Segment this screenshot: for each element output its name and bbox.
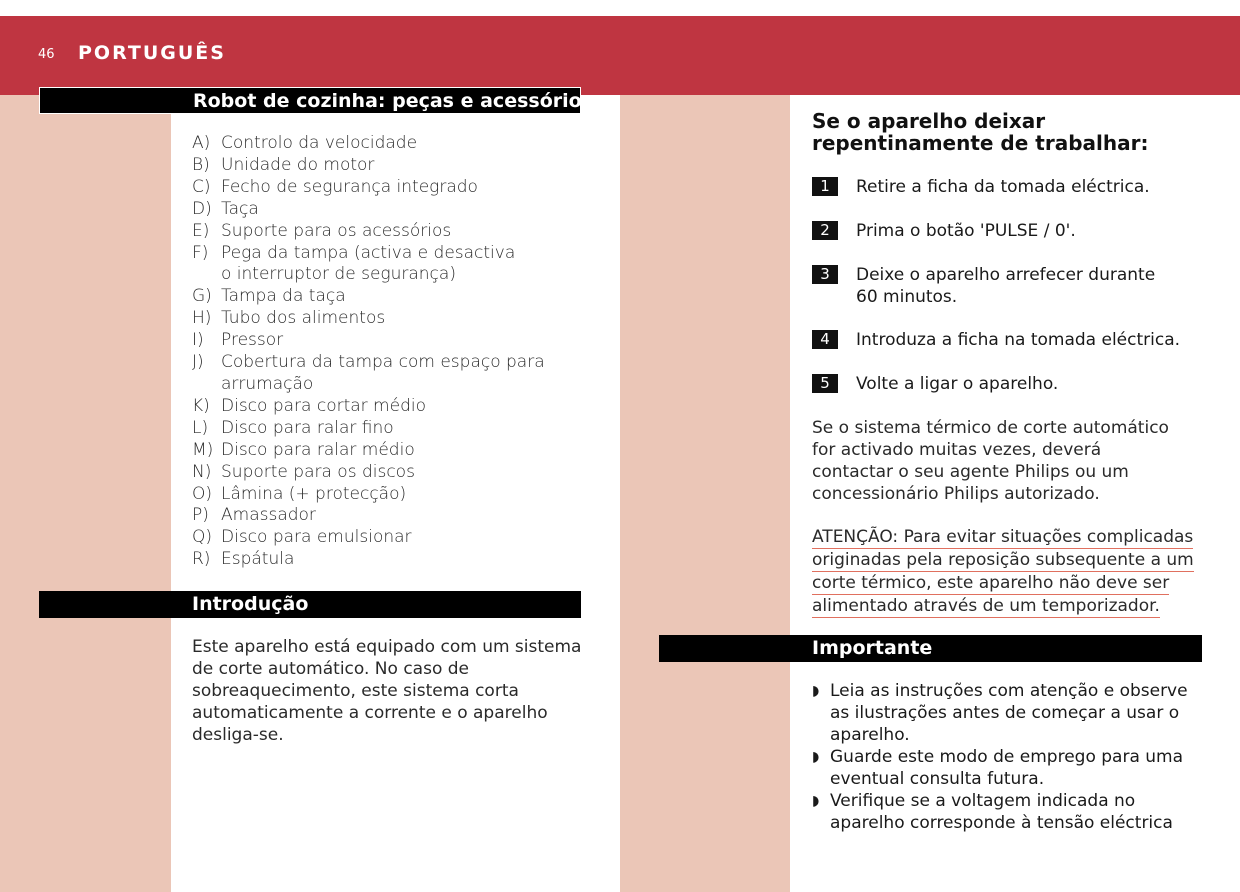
item-letter: D) <box>192 198 212 219</box>
item-letter: H) <box>192 308 212 329</box>
page-number: 46 <box>38 47 55 62</box>
section-title-important: Importante <box>812 637 933 659</box>
item-text: Pega da tampa (activa e desactiva o interruptor de segurança) <box>221 242 516 285</box>
item-text: Suporte para os acessórios <box>221 220 452 241</box>
list-item <box>192 177 581 199</box>
item-letter: O) <box>192 483 213 504</box>
step-number: 3 <box>812 265 838 284</box>
item-text: Amassador <box>221 505 316 526</box>
item-letter: L) <box>192 417 209 438</box>
item-letter: I) <box>192 330 204 351</box>
bullet-text: Verifique se a voltagem indicada no aparelho corresponde à tensão eléctrica <box>830 791 1173 833</box>
item-text: Disco para ralar fino <box>221 417 394 438</box>
list-item <box>192 199 581 221</box>
list-item <box>192 484 581 506</box>
warning-line: corte térmico, este aparelho não deve ser <box>812 573 1170 593</box>
step-1 <box>812 176 1212 198</box>
important-list <box>812 680 1202 834</box>
step-4 <box>812 329 1212 351</box>
list-item <box>192 418 581 440</box>
list-item <box>192 308 581 330</box>
section-bar-parts <box>39 87 593 114</box>
list-item <box>812 680 1202 746</box>
item-letter: G) <box>192 286 212 307</box>
item-text: Controlo da velocidade <box>221 133 418 153</box>
item-letter: J) <box>192 352 204 373</box>
item-text: Espátula <box>221 549 295 570</box>
bullet-text: Leia as instruções com atenção e observe as ilustrações antes de começar a usar o aparelho. <box>830 681 1188 745</box>
section-bar-important <box>659 635 1202 662</box>
left-margin-panel <box>0 95 171 892</box>
list-item <box>192 505 581 527</box>
item-letter: P) <box>192 505 209 526</box>
item-text: Suporte para os discos <box>221 461 415 482</box>
item-letter: Q) <box>192 527 213 548</box>
step-text: Volte a ligar o aparelho. <box>856 374 1059 394</box>
item-text: Pressor <box>221 330 284 351</box>
list-item <box>192 243 531 287</box>
step-text: Prima o botão 'PULSE / 0'. <box>856 221 1076 241</box>
item-letter: F) <box>192 242 209 263</box>
item-text: Tubo dos alimentos <box>221 308 386 329</box>
section-title-intro: Introdução <box>192 593 309 615</box>
item-text: Fecho de segurança integrado <box>221 176 478 197</box>
list-item <box>812 746 1202 790</box>
warning-line: ATENÇÃO: Para evitar situações complicadas <box>812 527 1194 547</box>
item-letter: M) <box>192 439 214 460</box>
list-item <box>192 330 581 352</box>
bullet-text: Guarde este modo de emprego para uma eventual consulta futura. <box>830 747 1184 789</box>
step-5 <box>812 373 1212 395</box>
cutoff-note: Se o sistema térmico de corte automático for activado muitas vezes, deverá contactar o seu agente Philips ou um concessionário Philips autorizado. <box>812 418 1169 504</box>
item-text: Lâmina (+ protecção) <box>221 483 407 504</box>
item-text: Tampa da taça <box>221 286 346 307</box>
section-title-parts: Robot de cozinha: peças e acessórios <box>193 90 593 112</box>
bullet-icon: ◗ <box>812 793 820 809</box>
parts-list <box>192 133 581 571</box>
step-text: Introduza a ficha na tomada eléctrica. <box>856 330 1181 350</box>
step-text: Retire a ficha da tomada eléctrica. <box>856 177 1150 197</box>
warning-line: alimentado através de um temporizador. <box>812 596 1160 616</box>
list-item <box>192 155 581 177</box>
step-number: 1 <box>812 177 838 196</box>
item-letter: C) <box>192 176 211 197</box>
item-letter: E) <box>192 220 210 241</box>
item-text: Taça <box>221 198 259 219</box>
warning-line: originadas pela reposição subsequente a um <box>812 550 1194 570</box>
list-item <box>192 352 551 396</box>
right-margin-panel <box>620 95 790 892</box>
item-text: Disco para emulsionar <box>221 527 412 548</box>
item-text: Unidade do motor <box>221 154 375 175</box>
item-text: Disco para cortar médio <box>221 395 426 416</box>
step-number: 4 <box>812 330 838 349</box>
bullet-icon: ◗ <box>812 749 820 765</box>
item-text: Cobertura da tampa com espaço para arrumação <box>221 352 545 394</box>
section-bar-intro <box>39 591 581 618</box>
step-number: 2 <box>812 221 838 240</box>
step-number: 5 <box>812 374 838 393</box>
intro-paragraph: Este aparelho está equipado com um sistema de corte automático. No caso de sobreaquecimento, este sistema corta automaticamente a corrente e o aparelho desliga-se. <box>192 637 582 745</box>
list-item <box>192 527 581 549</box>
warning-paragraph <box>812 526 1194 618</box>
item-letter: N) <box>192 461 212 482</box>
step-text: Deixe o aparelho arrefecer durante 60 minutos. <box>856 265 1156 307</box>
list-item <box>192 462 581 484</box>
bullet-icon: ◗ <box>812 683 820 699</box>
step-3 <box>812 264 1212 308</box>
item-letter: B) <box>192 154 210 175</box>
item-text: Disco para ralar médio <box>221 439 415 460</box>
language-heading: PORTUGUÊS <box>78 42 226 64</box>
list-item <box>192 549 581 571</box>
list-item <box>192 286 581 308</box>
item-letter: R) <box>192 549 211 570</box>
stop-section-title: Se o aparelho deixar repentinamente de trabalhar: <box>812 109 1149 155</box>
list-item <box>192 133 581 155</box>
list-item <box>192 221 581 243</box>
list-item <box>192 396 581 418</box>
item-letter: K) <box>192 395 210 416</box>
step-2 <box>812 220 1212 242</box>
list-item <box>812 790 1202 834</box>
item-letter: A) <box>192 133 211 153</box>
list-item <box>192 440 581 462</box>
